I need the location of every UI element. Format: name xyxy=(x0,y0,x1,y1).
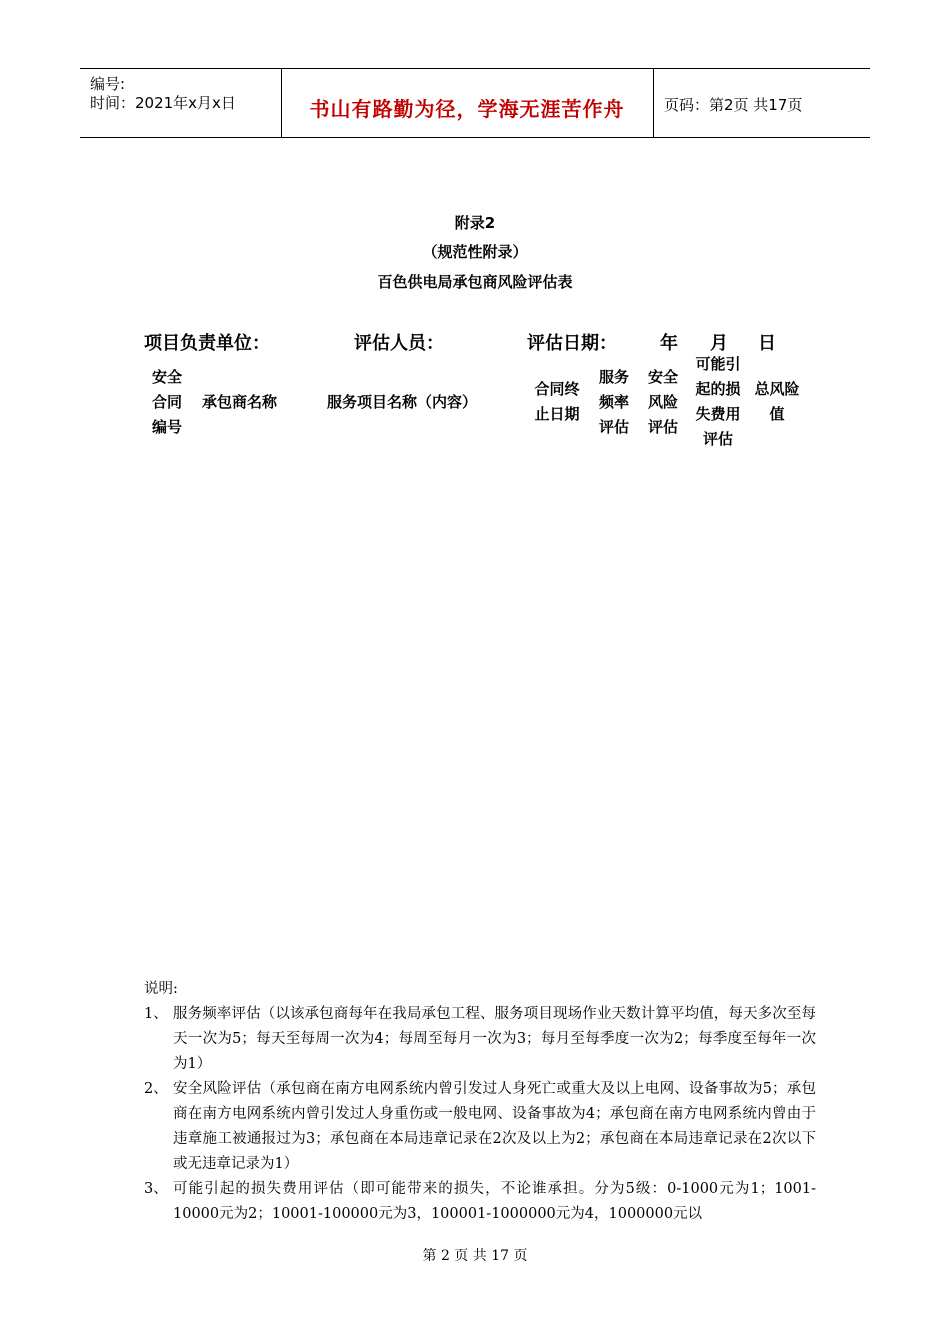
header-line: 服务项目名称（内容） xyxy=(326,393,477,411)
header-line: 评估 xyxy=(647,418,678,436)
note-number: 1、 xyxy=(144,1006,168,1022)
header-line: 评估 xyxy=(598,418,629,436)
header-line: 合同 xyxy=(151,393,182,411)
col-header-total xyxy=(749,377,805,427)
unit-label: 项目负责单位： xyxy=(144,333,270,354)
note-item xyxy=(144,1177,816,1227)
note-item xyxy=(144,1002,816,1077)
month-label: 月 xyxy=(710,333,728,354)
col-header-contractor xyxy=(192,390,287,415)
appendix-note: （规范性附录） xyxy=(422,243,528,261)
appendix-label: 附录2 xyxy=(454,214,496,232)
header-line: 可能引 xyxy=(695,355,741,373)
header-line: 合同终 xyxy=(534,380,580,398)
header-line: 评估 xyxy=(702,430,733,448)
header-line: 总风险 xyxy=(754,380,800,398)
note-text: 服务频率评估（以该承包商每年在我局承包工程、服务项目现场作业天数计算平均值，每天多次至每天一次为5；每天至每周一次为4；每周至每月一次为3；每月至每季度一次为2；每季度至每年一次为1） xyxy=(173,1006,816,1072)
header-line: 承包商名称 xyxy=(201,393,277,411)
header-line: 失费用 xyxy=(695,405,741,423)
page-footer: 第 2 页 共 17 页 xyxy=(422,1248,528,1264)
page-info: 页码：第2页 共17页 xyxy=(664,96,803,114)
header-line: 频率 xyxy=(598,393,629,411)
header-line: 值 xyxy=(769,405,785,423)
assessor-label: 评估人员： xyxy=(354,333,444,354)
notes xyxy=(144,977,816,1227)
note-item xyxy=(144,1077,816,1177)
note-number: 2、 xyxy=(144,1081,168,1097)
header-divider xyxy=(653,69,654,137)
col-header-end-date xyxy=(527,377,587,427)
date-label: 评估日期： xyxy=(527,333,617,354)
header-line: 止日期 xyxy=(534,405,580,423)
header-line: 服务 xyxy=(598,368,629,386)
year-label: 年 xyxy=(660,333,678,354)
motto: 书山有路勤为径，学海无涯苦作舟 xyxy=(309,97,625,121)
col-header-contract-no xyxy=(142,365,192,440)
note-text: 可能引起的损失费用评估（即可能带来的损失，不论谁承担。分为5级：0-1000元为1；1001-10000元为2；10001-100000元为3，100001-1000000元为4，1000000元以 xyxy=(173,1181,816,1222)
note-number: 3、 xyxy=(144,1181,168,1197)
header-line: 风险 xyxy=(647,393,678,411)
header-line: 编号 xyxy=(151,418,182,436)
col-header-frequency xyxy=(592,365,636,440)
header-line: 安全 xyxy=(151,368,182,386)
document-header xyxy=(80,68,870,138)
time-label: 时间：2021年x月x日 xyxy=(90,94,236,112)
header-line: 安全 xyxy=(647,368,678,386)
note-text: 安全风险评估（承包商在南方电网系统内曾引发过人身死亡或重大及以上电网、设备事故为5；承包商在南方电网系统内曾引发过人身重伤或一般电网、设备事故为4；承包商在南方电网系统内曾由于违章施工被通报过为3；承包商在本局违章记录在2次及以上为2；承包商在本局违章记录在2次以下或无违章记录为1） xyxy=(173,1081,816,1172)
day-label: 日 xyxy=(758,333,776,354)
col-header-loss xyxy=(688,352,748,452)
header-line: 起的损 xyxy=(695,380,741,398)
col-header-service xyxy=(307,390,497,415)
page-title: 百色供电局承包商风险评估表 xyxy=(377,273,573,291)
col-header-safety xyxy=(641,365,685,440)
code-label: 编号: xyxy=(90,75,126,93)
notes-heading: 说明: xyxy=(144,981,178,997)
